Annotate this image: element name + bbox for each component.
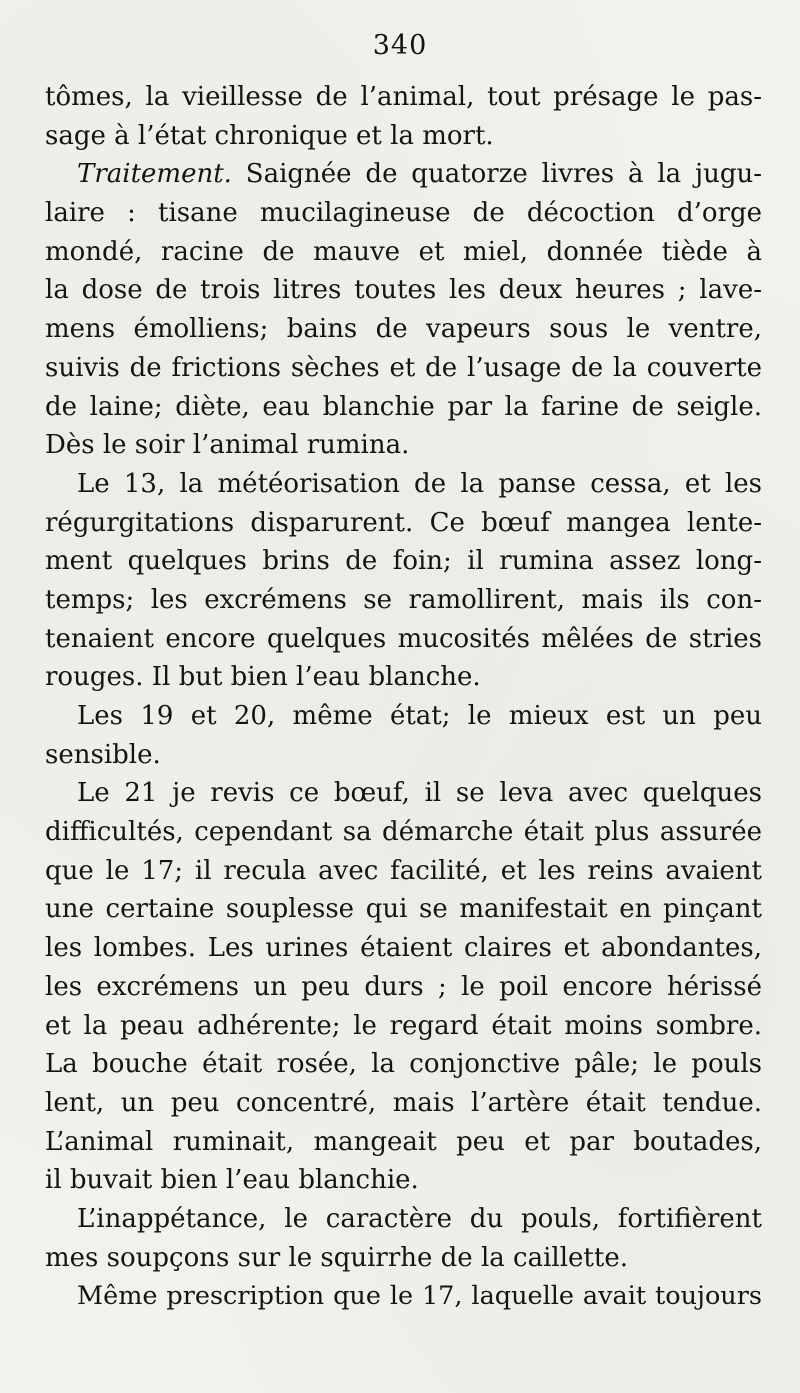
line-text: L’inappétance, le caractère du pouls, fortifièrent	[77, 1203, 762, 1234]
text-line	[45, 658, 762, 697]
line-text: régurgitations disparurent. Ce bœuf mangea lente-	[45, 507, 762, 538]
text-line	[45, 1123, 762, 1162]
text-line	[45, 1161, 762, 1200]
text-line	[45, 852, 762, 891]
text-line	[45, 1277, 762, 1316]
text-line	[45, 1007, 762, 1046]
page-number: 340	[372, 30, 428, 61]
text-line	[45, 968, 762, 1007]
line-text: La bouche était rosée, la conjonctive pâle; le pouls	[45, 1049, 762, 1080]
line-text: que le 17; il recula avec facilité, et les reins avaient	[45, 855, 762, 886]
text-line	[45, 813, 762, 852]
text-line	[45, 620, 762, 659]
line-text: sensible.	[45, 739, 161, 770]
text-line	[45, 349, 762, 388]
text-line	[45, 1045, 762, 1084]
text-line	[45, 310, 762, 349]
line-text: une certaine souplesse qui se manifestait en pinçant	[45, 894, 762, 925]
line-text: de laine; diète, eau blanchie par la farine de seigle.	[45, 391, 762, 422]
line-text: Dès le soir l’animal rumina.	[45, 430, 410, 461]
line-text: il buvait bien l’eau blanchie.	[45, 1165, 419, 1196]
line-text: la dose de trois litres toutes les deux heures ; lave-	[45, 275, 762, 306]
line-text: et la peau adhérente; le regard était moins sombre.	[45, 1010, 762, 1041]
line-text: mens émolliens; bains de vapeurs sous le ventre,	[45, 314, 762, 345]
text-line	[45, 465, 762, 504]
text-line	[45, 890, 762, 929]
line-text: les lombes. Les urines étaient claires et abondantes,	[45, 933, 762, 964]
text-line	[45, 117, 762, 156]
line-text: ment quelques brins de foin; il rumina assez long-	[45, 546, 762, 577]
line-text: rouges. Il but bien l’eau blanche.	[45, 662, 481, 693]
text-line	[45, 78, 762, 117]
text-line	[45, 233, 762, 272]
text-line	[45, 736, 762, 775]
line-text: Les 19 et 20, même état; le mieux est un peu	[77, 701, 762, 731]
line-text: lent, un peu concentré, mais l’artère était tendue.	[45, 1087, 762, 1118]
line-text: L’animal ruminait, mangeait peu et par boutades,	[45, 1126, 762, 1157]
line-text: tenaient encore quelques mucosités mêlées de stries	[45, 623, 762, 654]
line-text: Même prescription que le 17, laquelle avait toujours	[77, 1281, 762, 1312]
text-line	[45, 697, 762, 736]
line-text: suivis de frictions sèches et de l’usage de la couverte	[45, 352, 762, 383]
text-line	[45, 504, 762, 543]
line-text: les excrémens un peu durs ; le poil encore hérissé	[45, 971, 762, 1002]
text-line	[45, 388, 762, 427]
line-text: mes soupçons sur le squirrhe de la caillette.	[45, 1242, 628, 1273]
text-line	[45, 1084, 762, 1123]
text-line	[45, 426, 762, 465]
text-line	[45, 1239, 762, 1278]
text-line	[45, 155, 762, 194]
line-text: mondé, racine de mauve et miel, donnée tiède à	[45, 236, 762, 267]
line-text: Le 21 je revis ce bœuf, il se leva avec quelques	[77, 778, 762, 809]
text-line	[45, 194, 762, 233]
section-heading: Traitement.	[77, 159, 232, 190]
text-line	[45, 271, 762, 310]
line-text: difficultés, cependant sa démarche était plus assurée	[45, 817, 762, 848]
text-line	[45, 929, 762, 968]
line-text: Saignée de quatorze livres à la jugu-	[245, 159, 762, 190]
line-text: sage à l’état chronique et la mort.	[45, 120, 494, 151]
text-line	[45, 774, 762, 813]
text-line	[45, 581, 762, 620]
text-line	[45, 1200, 762, 1239]
line-text: laire : tisane mucilagineuse de décoction d’orge	[45, 198, 762, 229]
body-text	[45, 78, 762, 1316]
line-text: tômes, la vieillesse de l’animal, tout présage le pas-	[45, 82, 762, 112]
text-line	[45, 542, 762, 581]
line-text: temps; les excrémens se ramollirent, mais ils con-	[45, 584, 762, 615]
line-text: Le 13, la météorisation de la panse cessa, et les	[77, 468, 762, 499]
